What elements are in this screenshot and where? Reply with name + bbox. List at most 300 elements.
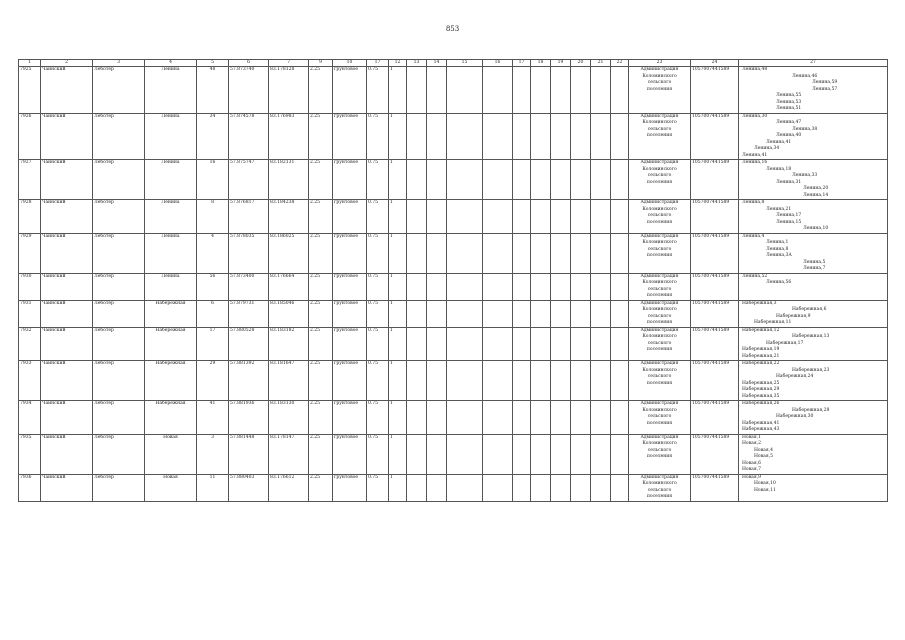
- admin-line: сельского: [647, 246, 672, 252]
- column-header: 7: [269, 60, 309, 67]
- address-line: Набережная,22: [742, 361, 780, 366]
- empty-cell: [571, 160, 591, 200]
- table-cell: 0.75: [367, 327, 389, 361]
- table-cell: 2.25: [309, 361, 333, 401]
- surface-cell: грунтовое: [333, 233, 367, 273]
- admin-line: Администрация: [640, 434, 679, 440]
- column-header: 19: [551, 60, 571, 67]
- empty-cell: [591, 327, 611, 361]
- table-cell: Чаинский: [41, 401, 93, 435]
- admin-cell: [629, 233, 691, 273]
- table-cell: Чаинский: [41, 67, 93, 114]
- latitude-cell: 57.881936: [229, 401, 269, 435]
- table-cell: 0.75: [367, 233, 389, 273]
- street-cell: Набережная: [145, 361, 197, 401]
- surface-cell: грунтовое: [333, 113, 367, 160]
- table-cell: Чаинский: [41, 160, 93, 200]
- address-list-cell: [739, 67, 888, 114]
- latitude-cell: 57.880403: [229, 474, 269, 501]
- empty-cell: [447, 113, 483, 160]
- empty-cell: [531, 233, 551, 273]
- column-header: 20: [571, 60, 591, 67]
- address-line: Ленина,31: [776, 179, 802, 185]
- empty-cell: [591, 434, 611, 474]
- longitude-cell: 83.186025: [269, 233, 309, 273]
- address-line: Набережная,25: [742, 380, 780, 386]
- street-cell: Ленина: [145, 200, 197, 234]
- house-cell: 41: [197, 401, 229, 435]
- latitude-cell: 57.881392: [229, 361, 269, 401]
- empty-cell: [407, 67, 427, 114]
- empty-cell: [571, 113, 591, 160]
- table-row: [19, 361, 888, 401]
- surface-cell: грунтовое: [333, 361, 367, 401]
- empty-cell: [427, 233, 447, 273]
- latitude-cell: 57.876817: [229, 200, 269, 234]
- table-row: [19, 160, 888, 200]
- admin-cell: [629, 401, 691, 435]
- admin-line: поселения: [646, 86, 673, 92]
- empty-cell: [571, 434, 591, 474]
- empty-cell: [447, 160, 483, 200]
- table-cell: 2.25: [309, 113, 333, 160]
- empty-cell: [427, 160, 447, 200]
- ogrn-cell: 1057007441589: [691, 474, 739, 501]
- empty-cell: [447, 474, 483, 501]
- column-header: 2: [41, 60, 93, 67]
- empty-cell: [513, 300, 531, 327]
- address-line: Набережная,24: [776, 374, 814, 379]
- latitude-cell: 57.878035: [229, 233, 269, 273]
- empty-cell: [591, 200, 611, 234]
- address-line: Новая,4: [754, 447, 773, 453]
- admin-line: Коломинского: [642, 367, 677, 373]
- empty-cell: [513, 327, 531, 361]
- column-header: 16: [483, 60, 513, 67]
- street-cell: Набережная: [145, 300, 197, 327]
- table-row: [19, 401, 888, 435]
- empty-cell: [483, 300, 513, 327]
- house-cell: 6: [197, 300, 229, 327]
- address-line: Набережная,19: [742, 347, 780, 352]
- admin-line: Администрация: [640, 200, 679, 205]
- address-list-cell: [739, 474, 888, 501]
- row-number-cell: 7930: [19, 273, 41, 300]
- street-cell: Набережная: [145, 327, 197, 361]
- table-cell: 1: [389, 434, 407, 474]
- ogrn-cell: 1057007441589: [691, 361, 739, 401]
- admin-line: поселения: [646, 494, 673, 499]
- row-number-cell: 7935: [19, 434, 41, 474]
- empty-cell: [611, 300, 629, 327]
- empty-cell: [513, 361, 531, 401]
- empty-cell: [407, 200, 427, 234]
- empty-cell: [513, 273, 531, 300]
- street-cell: Ленина: [145, 160, 197, 200]
- table-cell: 0.75: [367, 474, 389, 501]
- address-list-cell: [739, 361, 888, 401]
- admin-line: Коломинского: [642, 334, 677, 339]
- admin-cell: [629, 327, 691, 361]
- empty-cell: [571, 67, 591, 114]
- address-line: Новая,9: [742, 474, 761, 480]
- empty-cell: [571, 401, 591, 435]
- empty-cell: [531, 300, 551, 327]
- house-cell: 8: [197, 200, 229, 234]
- empty-cell: [483, 474, 513, 501]
- row-number-cell: 7933: [19, 361, 41, 401]
- row-number-cell: 7936: [19, 474, 41, 501]
- table-cell: Леботер: [93, 200, 145, 234]
- admin-line: поселения: [646, 454, 673, 459]
- table-row: [19, 434, 888, 474]
- empty-cell: [513, 200, 531, 234]
- empty-cell: [483, 160, 513, 200]
- table-cell: 1: [389, 474, 407, 501]
- address-line: Ленина,56: [766, 280, 792, 285]
- empty-cell: [447, 200, 483, 234]
- longitude-cell: 83.176983: [269, 113, 309, 160]
- address-line: Набережная,6: [792, 307, 827, 312]
- table-cell: 2.25: [309, 67, 333, 114]
- empty-cell: [427, 300, 447, 327]
- admin-line: сельского: [647, 213, 672, 218]
- latitude-cell: 57.881448: [229, 434, 269, 474]
- address-line: Набережная,3: [742, 300, 777, 306]
- empty-cell: [551, 233, 571, 273]
- address-list-cell: [739, 300, 888, 327]
- address-line: Набережная,11: [754, 320, 792, 325]
- empty-cell: [551, 113, 571, 160]
- empty-cell: [591, 300, 611, 327]
- address-line: Ленина,47: [776, 120, 802, 125]
- address-line: Ленина,7: [803, 266, 826, 271]
- empty-cell: [483, 273, 513, 300]
- address-list-cell: [739, 434, 888, 474]
- table-row: [19, 233, 888, 273]
- table-cell: 1: [389, 300, 407, 327]
- address-line: Набережная,9: [776, 313, 811, 319]
- admin-line: поселения: [646, 420, 673, 426]
- table-cell: 1: [389, 160, 407, 200]
- table-cell: Леботер: [93, 401, 145, 435]
- table-cell: 0.75: [367, 401, 389, 435]
- table-cell: 2.25: [309, 200, 333, 234]
- address-line: Ленина,53: [776, 99, 802, 105]
- empty-cell: [611, 401, 629, 435]
- row-number-cell: 7925: [19, 67, 41, 114]
- empty-cell: [611, 160, 629, 200]
- admin-line: поселения: [646, 133, 673, 138]
- street-cell: Ленина: [145, 67, 197, 114]
- row-number-cell: 7928: [19, 200, 41, 234]
- table-cell: 0.75: [367, 273, 389, 300]
- address-list-cell: [739, 401, 888, 435]
- empty-cell: [407, 401, 427, 435]
- empty-cell: [531, 474, 551, 501]
- address-list-cell: [739, 273, 888, 300]
- address-line: Ленина,3А: [766, 253, 792, 258]
- table-row: [19, 474, 888, 501]
- table-cell: 1: [389, 233, 407, 273]
- admin-line: поселения: [646, 253, 673, 258]
- empty-cell: [531, 113, 551, 160]
- table-cell: 2.25: [309, 300, 333, 327]
- admin-line: сельского: [647, 340, 672, 346]
- address-line: Новая,5: [754, 454, 773, 459]
- ogrn-cell: 1057007441589: [691, 160, 739, 200]
- empty-cell: [447, 434, 483, 474]
- empty-cell: [427, 401, 447, 435]
- empty-cell: [407, 113, 427, 160]
- surface-cell: грунтовое: [333, 67, 367, 114]
- column-header: 22: [611, 60, 629, 67]
- admin-line: Администрация: [640, 327, 679, 333]
- table-cell: 2.25: [309, 401, 333, 435]
- surface-cell: грунтовое: [333, 474, 367, 501]
- street-cell: Ленина: [145, 233, 197, 273]
- table-cell: Чаинский: [41, 474, 93, 501]
- ogrn-cell: 1057007441589: [691, 300, 739, 327]
- table-cell: Чаинский: [41, 300, 93, 327]
- empty-cell: [427, 434, 447, 474]
- admin-line: Администрация: [640, 67, 679, 72]
- address-list-cell: [739, 160, 888, 200]
- address-line: Набережная,41: [742, 420, 780, 426]
- empty-cell: [531, 401, 551, 435]
- surface-cell: грунтовое: [333, 434, 367, 474]
- admin-line: Коломинского: [642, 441, 677, 446]
- address-line: Ленина,20: [803, 186, 829, 191]
- surface-cell: грунтовое: [333, 200, 367, 234]
- column-header: 4: [145, 60, 197, 67]
- empty-cell: [591, 474, 611, 501]
- address-line: Новая,2: [742, 441, 761, 446]
- empty-cell: [551, 160, 571, 200]
- admin-cell: [629, 67, 691, 114]
- admin-line: Коломинского: [642, 280, 677, 285]
- address-line: Набережная,13: [792, 334, 830, 339]
- longitude-cell: 83.176612: [269, 474, 309, 501]
- data-table: [18, 59, 888, 502]
- table-cell: Чаинский: [41, 361, 93, 401]
- admin-line: поселения: [646, 347, 673, 352]
- address-line: Ленина,16: [742, 160, 768, 165]
- address-line: Новая,10: [754, 481, 776, 486]
- address-line: Ленина,10: [803, 226, 829, 231]
- longitude-cell: 83.183130: [269, 401, 309, 435]
- latitude-cell: 57.873400: [229, 273, 269, 300]
- empty-cell: [551, 474, 571, 501]
- column-header: 1: [19, 60, 41, 67]
- surface-cell: грунтовое: [333, 160, 367, 200]
- address-line: Ленина,34: [754, 146, 780, 151]
- address-line: Новая,1: [742, 434, 761, 440]
- row-number-cell: 7929: [19, 233, 41, 273]
- longitude-cell: 83.178147: [269, 434, 309, 474]
- empty-cell: [447, 361, 483, 401]
- latitude-cell: 57.875747: [229, 160, 269, 200]
- ogrn-cell: 1057007441589: [691, 327, 739, 361]
- column-header: 10: [333, 60, 367, 67]
- empty-cell: [551, 200, 571, 234]
- address-line: Ленина,4: [742, 233, 765, 239]
- admin-cell: [629, 361, 691, 401]
- latitude-cell: 57.873740: [229, 67, 269, 114]
- empty-cell: [447, 273, 483, 300]
- address-line: Набережная,43: [742, 427, 780, 432]
- row-number-cell: 7931: [19, 300, 41, 327]
- address-list-cell: [739, 233, 888, 273]
- header-row: [19, 60, 888, 67]
- table-cell: 1: [389, 327, 407, 361]
- admin-line: поселения: [646, 380, 673, 386]
- empty-cell: [427, 361, 447, 401]
- table-cell: 1: [389, 401, 407, 435]
- empty-cell: [611, 200, 629, 234]
- surface-cell: грунтовое: [333, 327, 367, 361]
- table-cell: 1: [389, 273, 407, 300]
- empty-cell: [483, 67, 513, 114]
- ogrn-cell: 1057007441589: [691, 233, 739, 273]
- empty-cell: [591, 113, 611, 160]
- address-list-cell: [739, 327, 888, 361]
- empty-cell: [571, 361, 591, 401]
- table-cell: 1: [389, 113, 407, 160]
- admin-line: Коломинского: [642, 206, 677, 212]
- ogrn-cell: 1057007441589: [691, 67, 739, 114]
- empty-cell: [513, 67, 531, 114]
- column-header: 15: [447, 60, 483, 67]
- table-cell: Леботер: [93, 361, 145, 401]
- empty-cell: [571, 474, 591, 501]
- house-cell: 48: [197, 67, 229, 114]
- column-header: 9: [309, 60, 333, 67]
- admin-line: поселения: [646, 320, 673, 325]
- empty-cell: [611, 327, 629, 361]
- admin-line: сельского: [647, 313, 672, 319]
- empty-cell: [513, 233, 531, 273]
- address-line: Ленина,41: [766, 139, 792, 145]
- longitude-cell: 83.178128: [269, 67, 309, 114]
- admin-line: сельского: [647, 80, 672, 85]
- house-cell: 4: [197, 233, 229, 273]
- address-line: Ленина,48: [742, 67, 768, 72]
- table-cell: 2.25: [309, 327, 333, 361]
- table-cell: 0.75: [367, 361, 389, 401]
- admin-cell: [629, 113, 691, 160]
- address-line: Ленина,18: [766, 166, 792, 172]
- empty-cell: [407, 160, 427, 200]
- surface-cell: грунтовое: [333, 401, 367, 435]
- longitude-cell: 83.181647: [269, 361, 309, 401]
- empty-cell: [447, 327, 483, 361]
- column-header: 27: [739, 60, 888, 67]
- empty-cell: [591, 361, 611, 401]
- admin-line: сельского: [647, 126, 672, 132]
- table-cell: 1: [389, 200, 407, 234]
- empty-cell: [591, 401, 611, 435]
- address-line: Новая,11: [754, 487, 776, 493]
- empty-cell: [611, 67, 629, 114]
- house-cell: 56: [197, 273, 229, 300]
- address-line: Ленина,8: [766, 246, 789, 252]
- admin-line: Коломинского: [642, 240, 677, 245]
- admin-line: поселения: [646, 179, 673, 185]
- empty-cell: [611, 361, 629, 401]
- table-cell: Чаинский: [41, 273, 93, 300]
- column-header: 5: [197, 60, 229, 67]
- table-cell: 0.75: [367, 434, 389, 474]
- empty-cell: [531, 67, 551, 114]
- ogrn-cell: 1057007441589: [691, 113, 739, 160]
- admin-line: Коломинского: [642, 481, 677, 486]
- table-cell: 0.75: [367, 200, 389, 234]
- admin-line: Администрация: [640, 361, 679, 366]
- address-line: Набережная,26: [742, 401, 780, 406]
- address-line: Ленина,21: [766, 206, 792, 212]
- empty-cell: [427, 273, 447, 300]
- empty-cell: [571, 327, 591, 361]
- empty-cell: [591, 160, 611, 200]
- admin-line: сельского: [647, 414, 672, 419]
- admin-line: сельского: [647, 487, 672, 493]
- table-cell: 2.25: [309, 434, 333, 474]
- empty-cell: [513, 160, 531, 200]
- table-cell: 0.75: [367, 160, 389, 200]
- table-row: [19, 300, 888, 327]
- longitude-cell: 83.182131: [269, 160, 309, 200]
- admin-cell: [629, 300, 691, 327]
- admin-cell: [629, 434, 691, 474]
- table-cell: 0.75: [367, 67, 389, 114]
- table-row: [19, 67, 888, 114]
- empty-cell: [531, 160, 551, 200]
- page-number: 853: [445, 25, 460, 33]
- empty-cell: [611, 474, 629, 501]
- address-line: Набережная,23: [792, 367, 830, 373]
- row-number-cell: 7926: [19, 113, 41, 160]
- house-cell: 17: [197, 327, 229, 361]
- admin-cell: [629, 273, 691, 300]
- address-line: Набережная,17: [766, 340, 804, 346]
- empty-cell: [513, 113, 531, 160]
- address-line: Ленина,8: [742, 200, 765, 205]
- longitude-cell: 83.184238: [269, 200, 309, 234]
- admin-line: Администрация: [640, 160, 679, 165]
- house-cell: 16: [197, 160, 229, 200]
- empty-cell: [483, 401, 513, 435]
- empty-cell: [531, 327, 551, 361]
- admin-line: поселения: [646, 293, 673, 298]
- empty-cell: [483, 434, 513, 474]
- table-cell: 2.25: [309, 273, 333, 300]
- empty-cell: [483, 361, 513, 401]
- empty-cell: [407, 361, 427, 401]
- empty-cell: [447, 300, 483, 327]
- admin-line: Администрация: [640, 273, 679, 279]
- admin-cell: [629, 200, 691, 234]
- column-header: 12: [389, 60, 407, 67]
- address-line: Новая,6: [742, 460, 761, 466]
- house-cell: 3: [197, 434, 229, 474]
- table-cell: Леботер: [93, 273, 145, 300]
- address-line: Ленина,38: [792, 126, 818, 132]
- column-header: 13: [407, 60, 427, 67]
- table-row: [19, 200, 888, 234]
- table-cell: Леботер: [93, 327, 145, 361]
- ogrn-cell: 1057007441589: [691, 434, 739, 474]
